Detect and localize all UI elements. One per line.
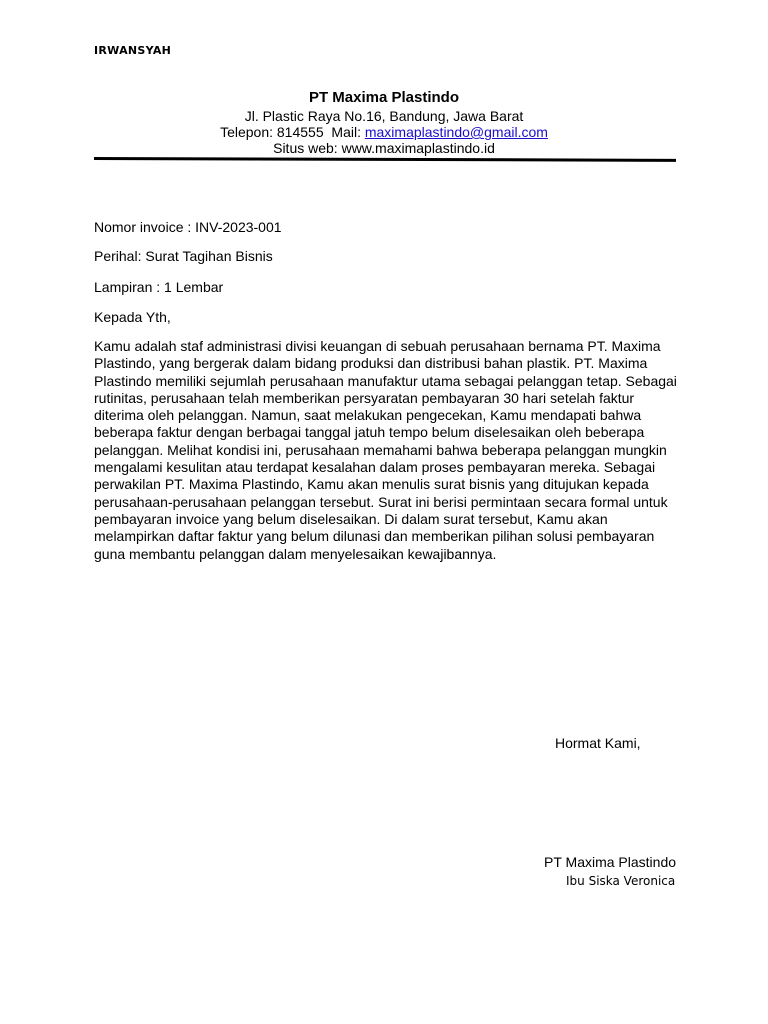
- mail-label: Mail:: [331, 124, 361, 140]
- website: Situs web: www.maximaplastindo.id: [273, 140, 495, 156]
- contact-line: [0, 124, 768, 140]
- phone: Telepon: 814555: [220, 124, 324, 140]
- letterhead: [0, 88, 768, 156]
- letterhead-divider: [94, 157, 676, 162]
- author-name: IRWANSYAH: [94, 44, 172, 57]
- salutation: Kepada Yth,: [94, 309, 171, 325]
- signature-company: PT Maxima Plastindo: [544, 854, 677, 870]
- company-name: PT Maxima Plastindo: [308, 89, 460, 106]
- letter-body: Kamu adalah staf administrasi divisi keuangan di sebuah perusahaan bernama PT. Maxima Plastindo, yang bergerak dalam bidang produksi dan distribusi bahan plastik. PT. Maxima Plastindo memiliki sejumlah perusahaan manufaktur utama sebagai pelanggan tetap. Sebagai rutinitas, perusahaan telah memberikan persyaratan pembayaran 30 hari setelah faktur diterima oleh pelanggan. Namun, saat melakukan pengecekan, Kamu mendapati bahwa beberapa faktur dengan berbagai tanggal jatuh tempo belum diselesaikan oleh beberapa pelanggan. Melihat kondisi ini, perusahaan memahami bahwa beberapa pelanggan mungkin mengalami kesulitan atau terdapat kesalahan dalam proses pembayaran mereka. Sebagai perwakilan PT. Maxima Plastindo, Kamu akan menulis surat bisnis yang ditujukan kepada perusahaan-perusahaan pelanggan tersebut. Surat ini berisi permintaan secara formal untuk pembayaran invoice yang belum diselesaikan. Di dalam surat tersebut, Kamu akan melampirkan daftar faktur yang belum dilunasi dan memberikan pilihan solusi pembayaran guna membantu pelanggan dalam menyelesaikan kewajibannya.: [94, 338, 677, 562]
- attachment-line: Lampiran : 1 Lembar: [94, 279, 224, 295]
- invoice-number: Nomor invoice : INV-2023-001: [94, 219, 282, 235]
- email-link[interactable]: maximaplastindo@gmail.com: [364, 124, 548, 140]
- signatory-name: Ibu Siska Veronica: [566, 874, 676, 888]
- subject-line: Perihal: Surat Tagihan Bisnis: [94, 248, 273, 264]
- closing-greeting: Hormat Kami,: [555, 735, 641, 751]
- company-address: Jl. Plastic Raya No.16, Bandung, Jawa Barat: [244, 108, 524, 124]
